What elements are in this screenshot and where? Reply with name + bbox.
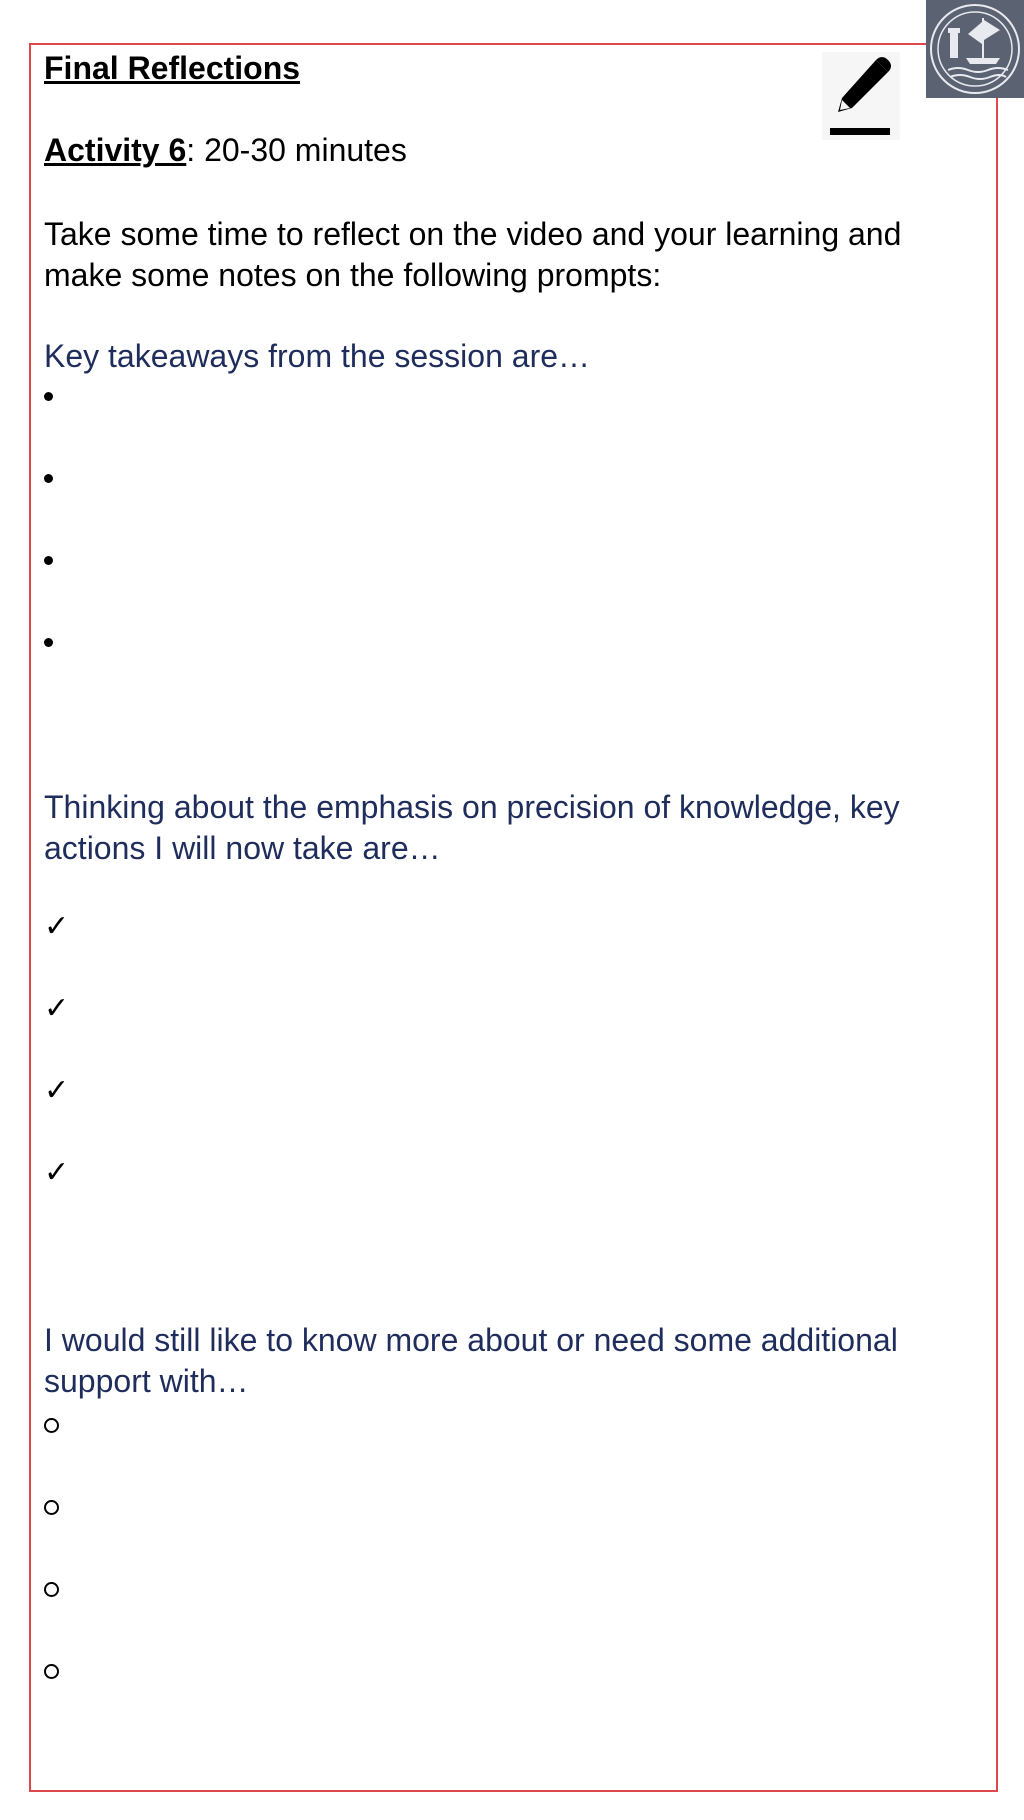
prompt-key-actions: Thinking about the emphasis on precision of knowledge, key actions I will now take are… [44,789,900,866]
bullet-marker [44,638,53,647]
activity-line [44,132,407,169]
reflection-border [29,43,998,1792]
intro-text: Take some time to reflect on the video and your learning and make some notes on the following prompts: [44,216,902,293]
prompt-further-support: I would still like to know more about or need some additional support with… [44,1322,898,1399]
activity-label: Activity 6 [44,132,187,168]
checkmark-icon: ✓ [44,910,70,943]
bullet-marker [44,392,53,401]
page-title: Final Reflections [44,50,301,86]
prompt-key-takeaways: Key takeaways from the session are… [44,338,591,374]
checkmark-icon: ✓ [44,1156,70,1189]
circle-marker [44,1500,59,1515]
circle-marker [44,1582,59,1597]
circle-marker [44,1664,59,1679]
ship-crest-logo [926,0,1024,98]
bullet-marker [44,474,53,483]
activity-duration: : 20-30 minutes [186,132,407,168]
checkmark-icon: ✓ [44,992,70,1025]
checkmark-icon: ✓ [44,1074,70,1107]
bullet-marker [44,556,53,565]
pencil-icon [822,52,900,140]
circle-marker [44,1418,59,1433]
